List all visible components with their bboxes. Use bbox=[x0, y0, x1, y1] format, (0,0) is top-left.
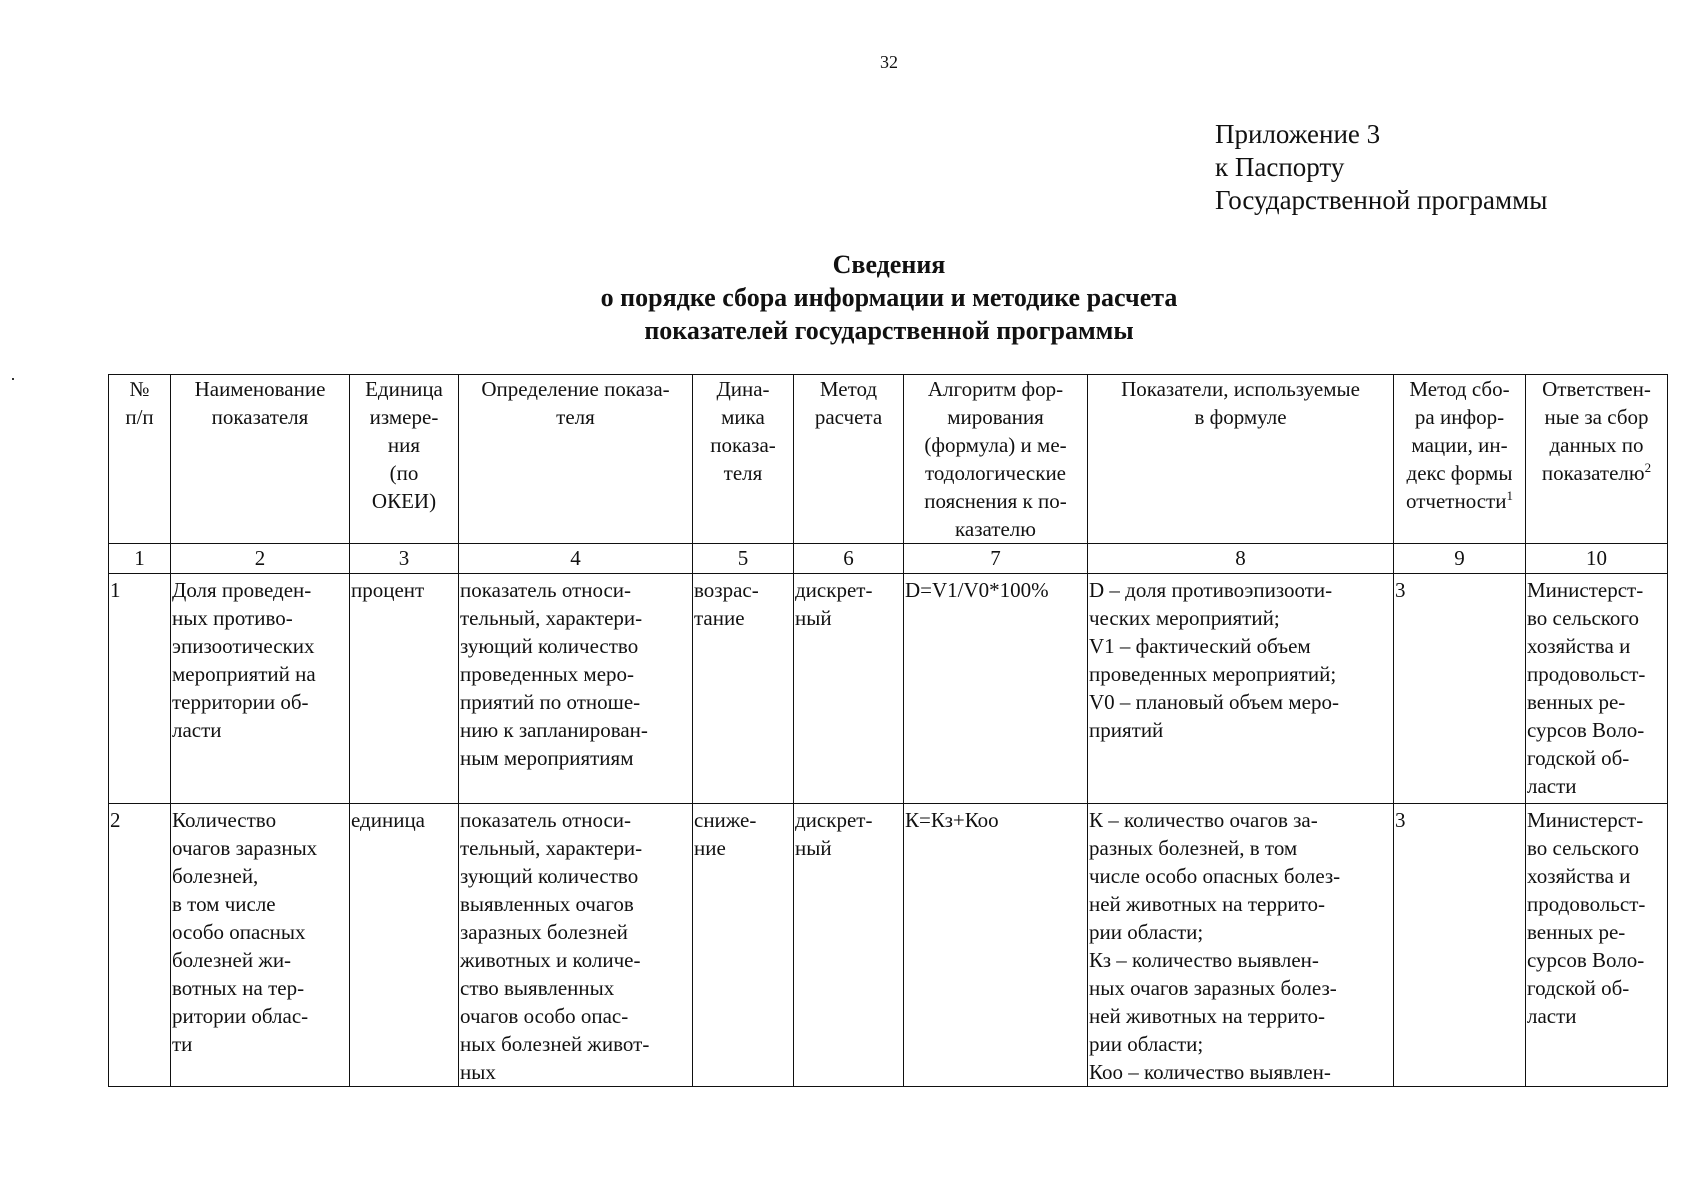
appendix-line-2: к Паспорту bbox=[1215, 152, 1345, 182]
formula-indicators-cell: D – доля противоэпизооти- ческих мероприятий; V1 – фактический объем проведенных мероприятий; V0 – плановый объем меро- приятий bbox=[1088, 574, 1394, 804]
header-cell-formula-indicators: Показатели, используемые в формуле bbox=[1088, 375, 1394, 544]
collection-method-cell: 3 bbox=[1394, 574, 1526, 804]
header-cell-algorithm: Алгоритм фор- мирования (формула) и ме- тодологические пояснения к по- казателю bbox=[904, 375, 1088, 544]
row-number-cell: 1 bbox=[109, 574, 171, 804]
table-row bbox=[109, 574, 1668, 804]
title-line-3: показателей государственной программы bbox=[644, 316, 1134, 345]
unit-cell: единица bbox=[350, 804, 459, 1087]
header-cell-unit: Единица измере- ния (по ОКЕИ) bbox=[350, 375, 459, 544]
scan-artifact-dot bbox=[12, 378, 14, 380]
footnote-mark-1: 1 bbox=[1506, 488, 1513, 503]
row-number-cell: 2 bbox=[109, 804, 171, 1087]
appendix-line-3: Государственной программы bbox=[1215, 185, 1548, 215]
column-number-cell: 6 bbox=[794, 544, 904, 574]
column-number-cell: 1 bbox=[109, 544, 171, 574]
header-cell-name: Наименование показателя bbox=[171, 375, 350, 544]
formula-indicators-cell: К – количество очагов за- разных болезней, в том числе особо опасных болез- ней животных на террито- рии области; Кз – количество выявлен- ных очагов заразных болез- ней животных на террито- рии области; Коо – количество выявлен- bbox=[1088, 804, 1394, 1087]
definition-cell: показатель относи- тельный, характери- зующий количество выявленных очагов заразных болезней животных и количе- ство выявленных очагов особо опас- ных болезней живот- ных bbox=[459, 804, 693, 1087]
calc-method-cell: дискрет- ный bbox=[794, 574, 904, 804]
indicator-name-cell: Количество очагов заразных болезней, в том числе особо опасных болезней жи- вотных на тер- ритории облас- ти bbox=[171, 804, 350, 1087]
collection-method-cell: 3 bbox=[1394, 804, 1526, 1087]
title-line-1: Сведения bbox=[832, 250, 946, 279]
appendix-line-1: Приложение 3 bbox=[1215, 119, 1381, 149]
indicator-name-cell: Доля проведен- ных противо- эпизоотических мероприятий на территории об- ласти bbox=[171, 574, 350, 804]
formula-cell: D=V1/V0*100% bbox=[904, 574, 1088, 804]
appendix-note bbox=[1215, 118, 1547, 217]
dynamics-cell: возрас- тание bbox=[693, 574, 794, 804]
column-number-cell: 2 bbox=[171, 544, 350, 574]
table-header-row bbox=[109, 375, 1668, 544]
header-cell-collection-method: Метод сбо- ра инфор- мации, ин- декс формы отчетности$^1$ bbox=[1394, 375, 1526, 544]
definition-cell: показатель относи- тельный, характери- зующий количество проведенных меро- приятий по отноше- нию к запланирован- ным мероприятиям bbox=[459, 574, 693, 804]
responsible-cell: Министерст- во сельского хозяйства и продовольст- венных ре- сурсов Воло- годской об- ласти bbox=[1526, 804, 1668, 1087]
header-cell-responsible: Ответствен- ные за сбор данных по показателю$^2$ bbox=[1526, 375, 1668, 544]
column-number-cell: 8 bbox=[1088, 544, 1394, 574]
responsible-cell: Министерст- во сельского хозяйства и продовольст- венных ре- сурсов Воло- годской об- ласти bbox=[1526, 574, 1668, 804]
column-number-cell: 10 bbox=[1526, 544, 1668, 574]
column-number-cell: 9 bbox=[1394, 544, 1526, 574]
footnote-mark-2: 2 bbox=[1644, 460, 1652, 475]
title-line-2: о порядке сбора информации и методике расчета bbox=[600, 283, 1178, 312]
header-cell-calc-method: Метод расчета bbox=[794, 375, 904, 544]
header-cell-dynamics: Дина- мика показа- теля bbox=[693, 375, 794, 544]
column-numbers-row bbox=[109, 544, 1668, 574]
column-number-cell: 4 bbox=[459, 544, 693, 574]
column-number-cell: 3 bbox=[350, 544, 459, 574]
header-cell-definition: Определение показа- теля bbox=[459, 375, 693, 544]
table-row bbox=[109, 804, 1668, 1087]
column-number-cell: 5 bbox=[693, 544, 794, 574]
column-number-cell: 7 bbox=[904, 544, 1088, 574]
unit-cell: процент bbox=[350, 574, 459, 804]
header-cell-number: № п/п bbox=[109, 375, 171, 544]
formula-cell: К=Кз+Коо bbox=[904, 804, 1088, 1087]
document-title bbox=[0, 248, 1696, 347]
indicators-table bbox=[108, 374, 1668, 1087]
calc-method-cell: дискрет- ный bbox=[794, 804, 904, 1087]
dynamics-cell: сниже- ние bbox=[693, 804, 794, 1087]
page-number: 32 bbox=[880, 52, 898, 72]
